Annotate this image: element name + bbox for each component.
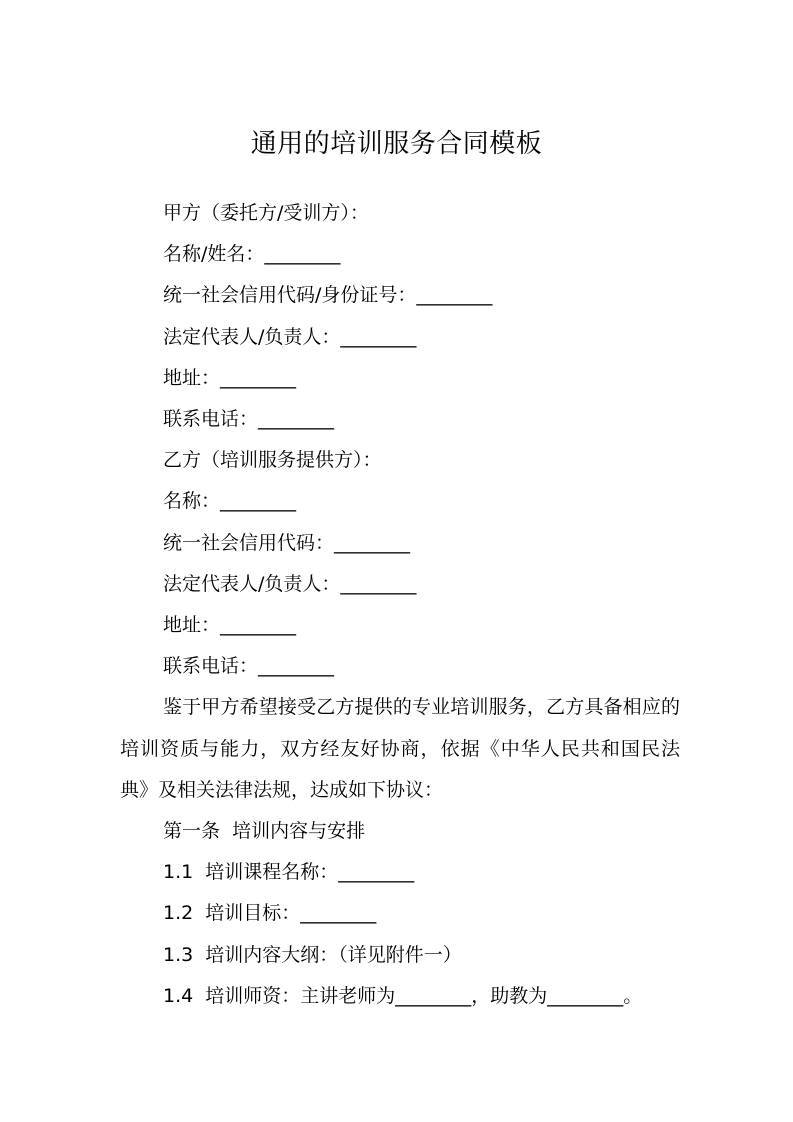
article-1-item: 1.1 培训课程名称：________ [163, 861, 415, 884]
party-a-name: 名称/姓名：________ [163, 243, 341, 266]
party-b-representative: 法定代表人/负责人：________ [163, 572, 417, 595]
party-b-heading: 乙方（培训服务提供方）： [163, 449, 382, 472]
party-a-representative: 法定代表人/负责人：________ [163, 325, 417, 348]
article-1-item: 1.4 培训师资：主讲老师为________，助教为________。 [163, 984, 643, 1007]
document-title: 通用的培训服务合同模板 [250, 129, 543, 159]
party-b-phone: 联系电话：________ [163, 655, 335, 678]
document-body [120, 193, 680, 1017]
preamble-paragraph: 鉴于甲方希望接受乙方提供的专业培训服务，乙方具备相应的培训资质与能力，双方经友好协商，依据《中华人民共和国民法典》及相关法律法规，达成如下协议： [120, 696, 680, 801]
party-b-name: 名称：________ [163, 490, 297, 513]
article-1-item: 1.3 培训内容大纲：（详见附件一） [163, 943, 462, 966]
party-a-phone: 联系电话：________ [163, 408, 335, 431]
article-1-item: 1.2 培训目标：________ [163, 902, 377, 925]
party-a-credit-code: 统一社会信用代码/身份证号：________ [163, 284, 493, 307]
party-a-heading: 甲方（委托方/受训方）： [163, 202, 369, 224]
party-b-credit-code: 统一社会信用代码：________ [163, 531, 411, 554]
party-b-address: 地址：________ [163, 614, 297, 637]
party-a-address: 地址：________ [163, 366, 297, 389]
article-1-heading: 第一条 培训内容与安排 [163, 820, 366, 843]
